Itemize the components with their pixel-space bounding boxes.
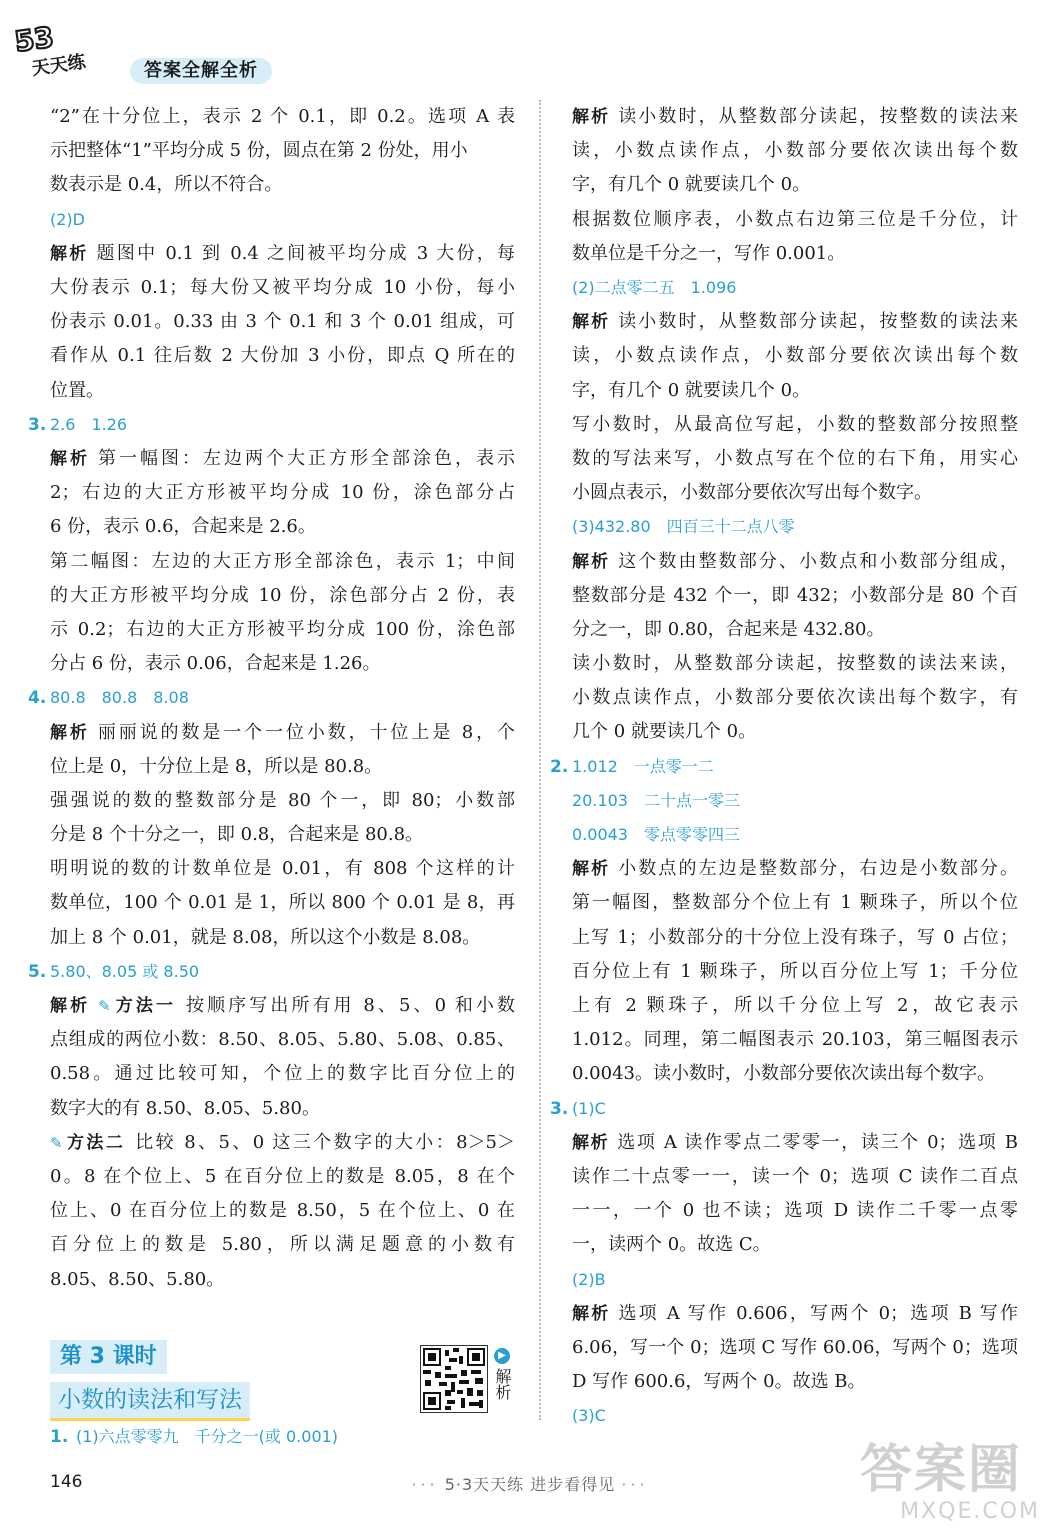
text-line [50, 545, 515, 579]
line-text: 数的写法来写，小数点写在个位的右下角，用实心 [572, 447, 1018, 469]
line-text: 的大正方形被平均分成 10 份，涂色部分占 2 份，表 [50, 584, 515, 606]
left-column [28, 100, 516, 1297]
svg-text:53: 53 [12, 20, 56, 59]
question-answer [28, 408, 515, 442]
analysis-label: 解析 [572, 1132, 610, 1153]
text-line [50, 271, 515, 305]
line-text: 字，有几个 0 就要读几个 0。 [572, 174, 811, 196]
line-text: (3)432.80 四百三十二点八零 [572, 517, 795, 537]
analysis-label: 解析 [50, 722, 90, 743]
text-line [50, 237, 515, 271]
question-number: 5. [28, 961, 47, 982]
line-text: 读作二十点零一一，读一个 0；选项 C 读作二百点 [572, 1166, 1018, 1188]
question-answer [550, 750, 1018, 784]
analysis-label: 解析 [50, 448, 90, 469]
text-line [50, 1126, 515, 1160]
question-number: 3. [28, 414, 47, 435]
text-line [50, 442, 515, 476]
text-line [572, 100, 1018, 134]
text-line [50, 168, 515, 202]
play-arrow-icon: ▶ [494, 1348, 510, 1364]
text-line [572, 886, 1018, 920]
text-line [572, 476, 1018, 510]
line-text: 分是 8 个十分之一，即 0.8，合起来是 80.8。 [50, 824, 424, 846]
line-text: 比较 8、5、0 这三个数字的大小：8＞5＞ [135, 1131, 516, 1153]
answer-line [572, 1399, 1018, 1433]
line-text: 6 份，表示 0.6，合起来是 2.6。 [50, 516, 316, 538]
text-line [572, 1194, 1018, 1228]
line-text: 位上、0 在百分位上的数是 8.50，5 在个位上、0 在 [50, 1200, 515, 1222]
line-text: 读小数时，从整数部分读起，按整数的读法来读， [572, 653, 1018, 675]
text-line [572, 852, 1018, 886]
line-text: 数表示是 0.4，所以不符合。 [50, 174, 283, 196]
line-text: 读小数时，从整数部分读起，按整数的读法来 [618, 311, 1019, 333]
line-text: 百分位上的数是 5.80，所以满足题意的小数有 [50, 1234, 515, 1256]
text-line [572, 305, 1018, 339]
line-text: 选项 A 写作 0.606，写两个 0；选项 B 写作 [618, 1302, 1019, 1324]
text-line [572, 647, 1018, 681]
text-line [572, 237, 1018, 271]
text-line [50, 1263, 515, 1297]
text-line [50, 374, 515, 408]
page-header [12, 18, 312, 80]
line-text: (1)C [572, 1098, 606, 1118]
text-line [50, 886, 515, 920]
question-answer [28, 681, 515, 715]
text-line [50, 1023, 515, 1057]
right-column [550, 100, 1019, 1434]
answer-line [572, 818, 1018, 852]
line-text: 数单位，100 个 0.01 是 1，所以 800 个 0.01 是 8，再 [50, 892, 515, 914]
line-text: 几个 0 就要读几个 0。 [572, 721, 757, 743]
text-line [572, 1228, 1018, 1262]
text-line [572, 1057, 1018, 1091]
text-line [572, 921, 1018, 955]
line-text: 数字大的有 8.50、8.05、5.80。 [50, 1097, 320, 1119]
line-text: D 写作 600.6，写两个 0。故选 B。 [572, 1371, 866, 1393]
line-text: 1.012。同理，第二幅图表示 20.103，第三幅图表示 [572, 1029, 1018, 1051]
analysis-label: 解析 [572, 312, 611, 333]
line-text: 根据数位顺序表，小数点右边第三位是千分位，计 [572, 208, 1018, 230]
text-line [50, 613, 515, 647]
line-text: “2”在十分位上，表示 2 个 0.1，即 0.2。选项 A 表 [50, 106, 515, 127]
line-text: 6.06，写一个 0；选项 C 写作 60.06，写两个 0；选项 [572, 1336, 1018, 1358]
line-text: 20.103 二十点一零三 [572, 790, 740, 810]
analysis-label: 解析 [50, 243, 89, 264]
text-line [572, 613, 1018, 647]
line-text: (3)C [572, 1406, 606, 1426]
analysis-label: 解析 [572, 1303, 611, 1324]
text-line [50, 750, 515, 784]
line-text: 选项 A 读作零点二零零一，读三个 0；选项 B [617, 1131, 1018, 1153]
text-line [572, 1297, 1018, 1331]
lightbulb-icon: ✎ [50, 1133, 63, 1152]
analysis-label: 解析 [50, 996, 91, 1017]
text-line [572, 1365, 1018, 1399]
lightbulb-icon: ✎ [98, 997, 111, 1016]
line-text: 第一幅图，整数部分个位上有 1 颗珠子，所以个位 [572, 892, 1018, 914]
text-line [50, 1092, 515, 1126]
text-line [50, 1194, 515, 1228]
brand-logo [12, 18, 112, 78]
text-line [50, 305, 515, 339]
text-line [572, 1126, 1018, 1160]
text-line [572, 203, 1018, 237]
line-text: 1.012 一点零一二 [572, 756, 714, 776]
line-text: 点组成的两位小数：8.50、8.05、5.80、5.08、0.85、 [50, 1029, 515, 1051]
line-text: 一一，一个 0 也不读；选项 D 读作二千零一点零 [572, 1200, 1018, 1222]
answer-line [50, 203, 515, 237]
line-text: 按顺序写出所有用 8、5、0 和小数 [186, 995, 516, 1017]
text-line [572, 1331, 1018, 1365]
line-text: (2)D [50, 209, 85, 229]
question-answer [28, 955, 515, 989]
line-text: 数单位是千分之一，写作 0.001。 [572, 242, 846, 264]
line-text: 第二幅图：左边的大正方形全部涂色，表示 1；中间 [50, 550, 515, 572]
question-number: 2. [550, 756, 569, 777]
text-line [572, 408, 1018, 442]
line-text: 示把整体“1”平均分成 5 份，圆点在第 2 份处，用小 [50, 140, 468, 162]
text-line [572, 168, 1018, 202]
line-text: (2)二点零二五 1.096 [572, 277, 737, 297]
text-line [50, 921, 515, 955]
line-text: 位置。 [50, 379, 104, 401]
line-text: 读，小数点读作点，小数部分要依次读出每个数 [572, 140, 1018, 162]
method-label: 方法一 [112, 996, 177, 1017]
line-text: 读小数时，从整数部分读起，按整数的读法来 [618, 106, 1019, 127]
text-line [572, 545, 1018, 579]
analysis-label: 解析 [572, 859, 611, 880]
line-text: (2)B [572, 1269, 606, 1289]
column-divider [539, 100, 541, 1420]
line-text: 份表示 0.01。0.33 由 3 个 0.1 和 3 个 0.01 组成，可 [50, 311, 515, 333]
text-line [572, 1160, 1018, 1194]
text-line [50, 100, 515, 134]
text-line [50, 134, 515, 168]
question-number: 4. [28, 688, 47, 709]
text-line [572, 1023, 1018, 1057]
page-number: 146 [50, 1472, 83, 1492]
text-line [572, 579, 1018, 613]
text-line [572, 955, 1018, 989]
qr-code-icon[interactable] [420, 1345, 488, 1413]
line-text: 0.0043 零点零零四三 [572, 825, 740, 845]
line-text: 位上是 0，十分位上是 8，所以是 80.8。 [50, 755, 383, 777]
line-text: 2.6 1.26 [50, 414, 128, 434]
line-text: 看作从 0.1 往后数 2 大份加 3 小份，即点 Q 所在的 [50, 345, 515, 367]
text-line [572, 681, 1018, 715]
svg-text:天天练: 天天练 [30, 51, 87, 80]
answer-line [572, 510, 1018, 544]
answer-line [572, 1263, 1018, 1297]
text-line [572, 989, 1018, 1023]
footer-slogan: ··· 5·3天天练 进步看得见 ··· [411, 1475, 649, 1494]
line-text: 小数点的左边是整数部分，右边是小数部分。 [618, 858, 1019, 880]
text-line [50, 510, 515, 544]
text-line [50, 784, 515, 818]
lesson-heading [50, 1340, 410, 1421]
question-number: 3. [550, 1098, 569, 1119]
text-line [50, 1228, 515, 1262]
line-text: 80.8 80.8 8.08 [50, 688, 189, 708]
line-text: 分占 6 份，表示 0.06，合起来是 1.26。 [50, 653, 381, 675]
line-text: 字，有几个 0 就要读几个 0。 [572, 379, 811, 401]
text-line [572, 442, 1018, 476]
line-text: 0.58。通过比较可知，个位上的数字比百分位上的 [50, 1063, 515, 1085]
header-title-badge: 答案全解全析 [130, 58, 272, 84]
text-line [50, 818, 515, 852]
text-line [50, 1057, 515, 1091]
line-text: 上有 2 颗珠子，所以千分位上写 2，故它表示 [572, 995, 1018, 1017]
qr-caption: ▶ 解析 [493, 1350, 512, 1400]
line-text: 5.80、8.05 或 8.50 [50, 961, 200, 981]
line-text: 明明说的数的计数单位是 0.01，有 808 个这样的计 [50, 858, 515, 880]
answer-line [572, 271, 1018, 305]
text-line [50, 476, 515, 510]
line-text: 小数点读作点，小数部分要依次读出每个数字，有 [572, 687, 1018, 709]
text-line [572, 374, 1018, 408]
line-text: 第一幅图：左边两个大正方形全部涂色，表示 [98, 447, 515, 469]
text-line [50, 339, 515, 373]
answer-line [572, 784, 1018, 818]
text-line [50, 852, 515, 886]
text-line [50, 579, 515, 613]
line-text: 强强说的数的整数部分是 80 个一，即 80；小数部 [50, 789, 515, 811]
text-line [572, 339, 1018, 373]
watermark-stamp: 答案圈 MXQE.COM [860, 1440, 1040, 1524]
line-text: 丽丽说的数是一个一位小数，十位上是 8，个 [97, 721, 516, 743]
line-text: 整数部分是 432 个一，即 432；小数部分是 80 个百 [572, 584, 1018, 606]
analysis-label: 解析 [572, 551, 611, 572]
line-text: 题图中 0.1 到 0.4 之间被平均分成 3 大份，每 [96, 242, 515, 264]
line-text: 小圆点表示，小数部分要依次写出每个数字。 [572, 482, 932, 504]
line-text: 这个数由整数部分、小数点和小数部分组成， [618, 550, 1019, 572]
line-text: 8.05、8.50、5.80。 [50, 1268, 225, 1290]
text-line [572, 715, 1018, 749]
line-text: 分之一，即 0.80，合起来是 432.80。 [572, 618, 885, 640]
text-line [50, 647, 515, 681]
analysis-label: 解析 [572, 107, 611, 127]
line-text: 上写 1；小数部分的十分位上没有珠子，写 0 占位； [572, 926, 1018, 948]
line-text: 写小数时，从最高位写起，小数的整数部分按照整 [572, 413, 1018, 435]
question-answer [550, 1092, 1018, 1126]
method-label: 方法二 [64, 1132, 126, 1153]
line-text: 0.0043。读小数时，小数部分要依次读出每个数字。 [572, 1063, 995, 1085]
lesson-title: 小数的读法和写法 [50, 1382, 410, 1421]
text-line [50, 989, 515, 1023]
line-text: 一，读两个 0。故选 C。 [572, 1234, 771, 1256]
text-line [572, 134, 1018, 168]
text-line [50, 716, 515, 750]
lesson-question-1: 1. (1)六点零零九 千分之一(或 0.001) [50, 1427, 339, 1447]
text-line [50, 1160, 515, 1194]
line-text: 示 0.2；右边的大正方形被平均分成 100 份，涂色部 [50, 618, 515, 640]
line-text: 百分位上有 1 颗珠子，所以百分位上写 1；千分位 [572, 960, 1018, 982]
lesson-number: 第 3 课时 [50, 1340, 410, 1374]
line-text: 加上 8 个 0.01，就是 8.08，所以这个小数是 8.08。 [50, 926, 481, 948]
line-text: 0。8 在个位上、5 在百分位上的数是 8.05，8 在个 [50, 1166, 515, 1188]
line-text: 2；右边的大正方形被平均分成 10 份，涂色部分占 [50, 482, 515, 504]
line-text: 读，小数点读作点，小数部分要依次读出每个数 [572, 345, 1018, 367]
line-text: 大份表示 0.1；每大份又被平均分成 10 小份，每小 [50, 276, 515, 298]
